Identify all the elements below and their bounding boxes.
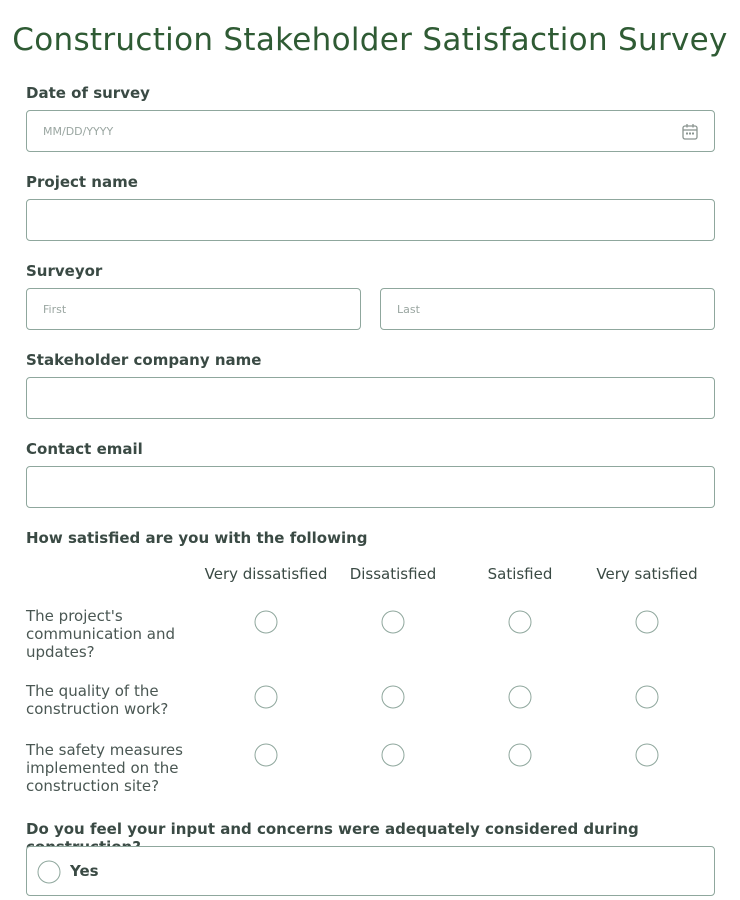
radio-communication-very-dissatisfied[interactable]	[255, 611, 278, 634]
row-label-communication: The project's communication and updates?	[26, 607, 175, 661]
column-satisfied: Satisfied	[487, 565, 553, 583]
column-very-satisfied: Very satisfied	[596, 565, 698, 583]
last-placeholder: Last	[397, 302, 420, 316]
radio-safety-satisfied[interactable]	[509, 744, 532, 767]
radio-communication-dissatisfied[interactable]	[382, 611, 405, 634]
radio-safety-very-dissatisfied[interactable]	[255, 744, 278, 767]
date-placeholder: MM/DD/YYYY	[43, 124, 114, 138]
calendar-icon[interactable]	[682, 123, 698, 140]
option-yes[interactable]	[26, 846, 715, 896]
surveyor-label: Surveyor	[26, 262, 103, 280]
radio-quality-very-dissatisfied[interactable]	[255, 686, 278, 709]
first-placeholder: First	[43, 302, 67, 316]
satisfaction-question: How satisfied are you with the following	[26, 529, 368, 547]
surveyor-last-input[interactable]	[380, 288, 715, 330]
radio-safety-dissatisfied[interactable]	[382, 744, 405, 767]
page-title: Construction Stakeholder Satisfaction Survey	[12, 22, 728, 58]
company-name-input[interactable]	[26, 377, 715, 419]
project-name-input[interactable]	[26, 199, 715, 241]
radio-quality-very-satisfied[interactable]	[636, 686, 659, 709]
row-label-safety: The safety measures implemented on the construction site?	[26, 741, 183, 795]
company-name-label: Stakeholder company name	[26, 351, 262, 369]
input-considered-question: Do you feel your input and concerns were adequately considered during	[26, 820, 639, 838]
radio-communication-satisfied[interactable]	[509, 611, 532, 634]
row-label-quality: The quality of the construction work?	[26, 682, 169, 718]
radio-yes[interactable]	[38, 861, 61, 884]
column-very-dissatisfied: Very dissatisfied	[204, 565, 328, 583]
radio-quality-dissatisfied[interactable]	[382, 686, 405, 709]
contact-email-input[interactable]	[26, 466, 715, 508]
date-label: Date of survey	[26, 84, 150, 102]
project-name-label: Project name	[26, 173, 138, 191]
option-yes-label: Yes	[70, 862, 99, 880]
radio-quality-satisfied[interactable]	[509, 686, 532, 709]
column-dissatisfied: Dissatisfied	[349, 565, 437, 583]
radio-communication-very-satisfied[interactable]	[636, 611, 659, 634]
date-input[interactable]	[26, 110, 715, 152]
contact-email-label: Contact email	[26, 440, 143, 458]
radio-safety-very-satisfied[interactable]	[636, 744, 659, 767]
surveyor-first-input[interactable]	[26, 288, 361, 330]
